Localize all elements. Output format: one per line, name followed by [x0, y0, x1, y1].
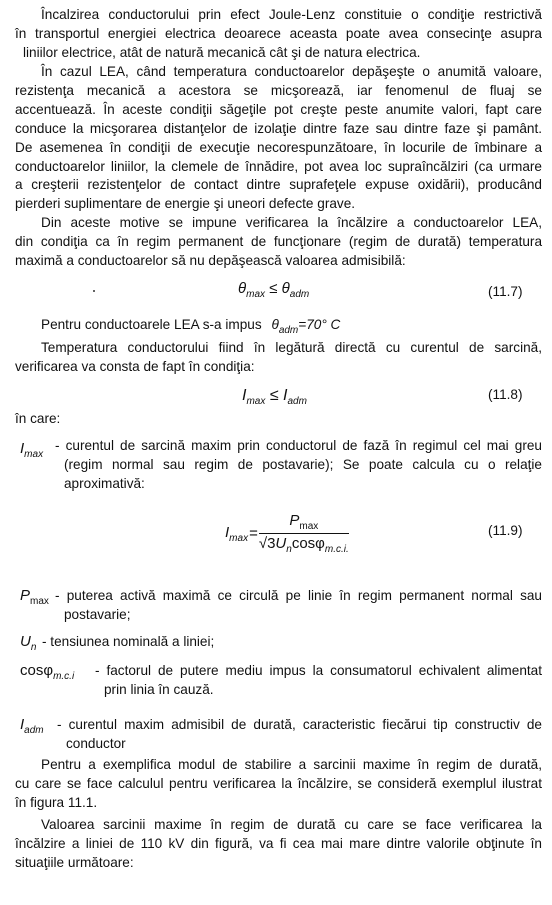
paragraph-example-intro	[15, 756, 542, 813]
subscript: n	[30, 642, 37, 653]
current-symbol: I	[20, 440, 25, 457]
paragraph-current-condition	[15, 339, 542, 377]
text-line: aproximativă:	[64, 475, 145, 491]
text-line: - curentul de sarcină maxim prin conductorul de fază în regimul cel mai greu	[55, 438, 542, 453]
text-line: În cazul LEA, când temperatura conductoarelor depăşeşte o anumită valoare,	[41, 64, 542, 79]
text-line: cu care se face calculul pentru verificarea la încălzire, se consideră exemplul ilustrat	[15, 775, 542, 791]
equation-number: (11.7)	[488, 284, 523, 299]
current-symbol: I	[20, 716, 25, 733]
equation-11-7	[238, 280, 309, 300]
paragraph-joule-lenz	[15, 6, 542, 63]
text-line: a creşterii rezistenţelor de contact dintre suprafeţele expuse oxidării), producând	[15, 177, 542, 193]
scan-speck	[93, 290, 95, 292]
definition-p-max	[55, 587, 542, 625]
text-line: De asemenea în condiţii de execuţie necorespunzătoare, în locurile de îmbinare a	[15, 139, 542, 155]
current-symbol: I	[242, 387, 247, 404]
fraction	[259, 512, 349, 555]
inline-formula	[271, 317, 341, 336]
operator: ≤	[269, 280, 278, 297]
text-line: Încalzirea conductorului prin efect Joule-Lenz constituie o condiţie restrictivă	[41, 7, 542, 22]
subscript: adm	[278, 325, 299, 336]
label-in-care: în care:	[15, 411, 61, 426]
paragraph-verification-condition	[15, 214, 542, 271]
subscript: max	[24, 449, 44, 460]
equation-11-8	[242, 387, 307, 407]
text-line: din condiţia ca în regim permanent de funcţionare (regim de durată) temperatura	[15, 233, 542, 249]
text-line: rezistenţa mecanică a acestora se micşorează, iar fenomenul de fluaj se	[15, 82, 542, 98]
text-line: în transportul energiei electrica deoarece aceasta poate avea consecinţe asupra	[15, 25, 542, 41]
subscript: max	[246, 289, 266, 300]
symbol-u-n	[20, 633, 36, 653]
voltage-symbol: U	[20, 633, 31, 650]
text-line: verificarea va consta de fapt în condiţia:	[15, 358, 255, 374]
paragraph-lea-temperature	[15, 63, 542, 214]
symbol-i-adm	[20, 716, 44, 736]
paragraph-imposed-temperature	[41, 316, 541, 341]
paragraph-max-load-value	[15, 816, 542, 873]
subscript: m.c.i	[53, 671, 75, 682]
text-line: conductoarelor liniilor, la clemele de înnădire, pot avea loc supraîncălziri (ca urmare	[15, 158, 542, 174]
text-line: situaţiile următoare:	[15, 854, 134, 870]
theta-symbol: θ	[281, 280, 290, 297]
text-line: în figura 11.1.	[15, 794, 98, 810]
text-line: (regim normal sau regim de postavarie); Se poate calcula cu o relaţie	[64, 456, 542, 472]
text-line: maximă a conductoarelor să nu depăşească valoarea admisibilă:	[15, 252, 406, 268]
theta-symbol: θ	[238, 280, 247, 297]
subscript: adm	[24, 725, 44, 736]
text-line: Valoarea sarcinii maxime în regim de durată cu care se face verificarea la	[41, 817, 542, 832]
power-symbol: P	[20, 587, 31, 604]
subscript: max	[30, 596, 49, 607]
text-line: accentuează. În aceste condiţii săgeţile pot creşte peste anumite valori, fapt care	[15, 101, 542, 117]
subscript: adm	[287, 396, 307, 407]
text-line: - puterea activă maximă ce circulă pe linie în regim permanent normal sau	[55, 588, 542, 603]
text-line: Temperatura conductorului fiind în legătură directă cu curentul de sarcină,	[41, 340, 542, 355]
symbol-cos-phi	[20, 662, 74, 682]
operator: ≤	[269, 387, 279, 404]
text-line: pierderi suplimentare de energie şi uneori defecte grave.	[15, 196, 356, 212]
theta-symbol: θ	[271, 317, 279, 332]
text-line: - tensiunea nominală a liniei;	[42, 634, 215, 649]
equation-number: (11.9)	[488, 523, 523, 538]
text-line: încălzire a liniei de 110 kV din figură, va fi cea mai mare dintre valorile obţinute în	[15, 835, 542, 851]
text-line: - curentul maxim admisibil de durată, caracteristic fiecărui tip constructiv de	[57, 717, 542, 732]
text-line: - factorul de putere mediu impus la consumatorul echivalent alimentat	[95, 663, 542, 678]
current-symbol: $I_{max}$	[225, 523, 249, 544]
equals-sign: =	[249, 525, 258, 542]
cos-phi-symbol: cosφ	[20, 662, 54, 679]
text-line: postavarie;	[64, 606, 131, 622]
text-line: conductor	[66, 735, 126, 751]
formula-value: =70° C	[298, 317, 341, 332]
text-line: liniilor electrice, atât de natură mecanică cât şi de natura electrica.	[23, 44, 421, 60]
equation-number: (11.8)	[488, 387, 523, 402]
symbol-i-max	[20, 440, 43, 460]
fraction-numerator: $P_{max}$	[259, 512, 349, 534]
definition-u-n	[42, 633, 522, 652]
definition-i-adm	[57, 716, 542, 754]
text-line: prin linia în cauză.	[104, 681, 214, 697]
current-symbol: I	[283, 387, 288, 404]
subscript: max	[246, 396, 266, 407]
definition-cos-phi	[95, 662, 542, 700]
text-line: Pentru a exemplifica modul de stabilire a sarcinii maxime în regim de durată,	[41, 757, 542, 772]
text-line: Pentru conductoarele LEA s-a impus	[41, 317, 262, 332]
text-line: Din aceste motive se impune verificarea la încălzire a conductoarelor LEA,	[41, 215, 542, 230]
fraction-denominator: $√3U_n\cos\varphi_{m.c.i.}$	[258, 535, 349, 555]
equation-11-9	[225, 512, 349, 555]
definition-i-max	[55, 437, 542, 494]
text-line: conduce la micşorarea distanţelor de izolaţie dintre faze sau dintre faze şi pamânt.	[15, 120, 542, 136]
subscript: adm	[289, 289, 310, 300]
symbol-p-max	[20, 587, 49, 607]
